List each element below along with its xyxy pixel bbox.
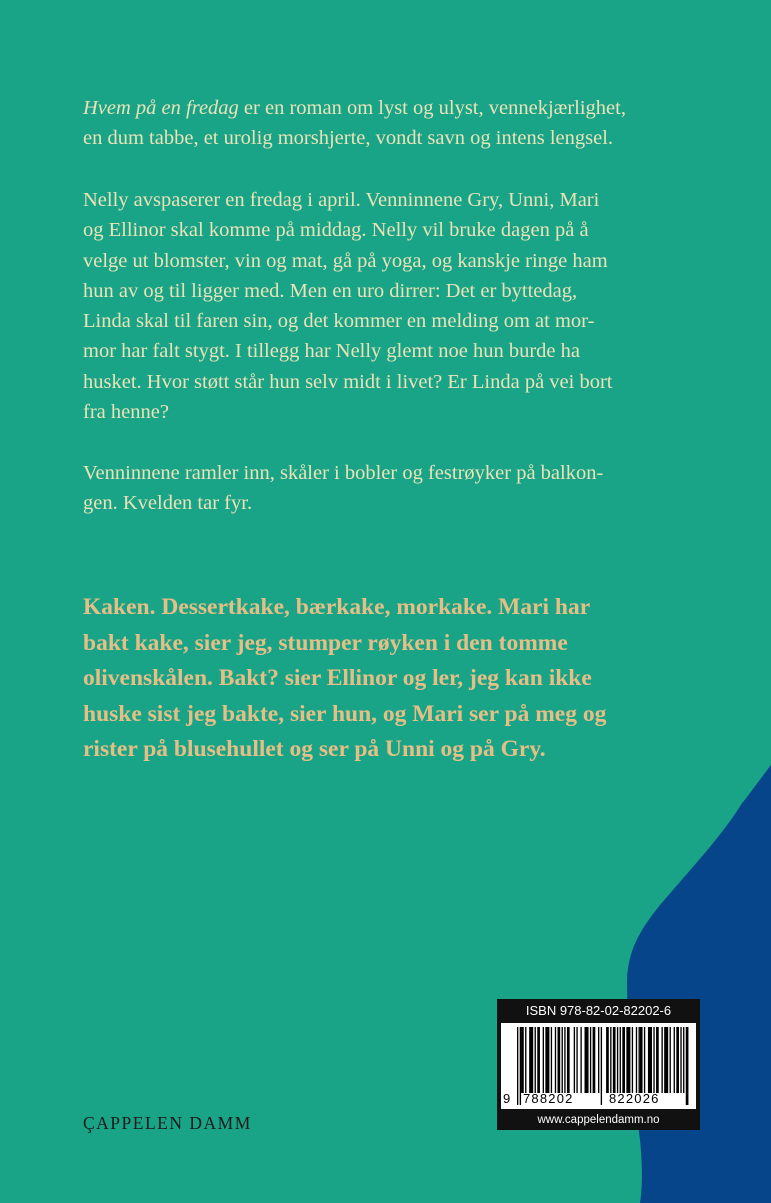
blurb-line: velge ut blomster, vin og mat, gå på yoga, og kanskje ringe ham: [83, 249, 608, 272]
quote-line: olivenskålen. Bakt? sier Ellinor og ler, jeg kan ikke: [83, 665, 592, 691]
barcode-panel: [497, 999, 700, 1130]
barcode-bar: [661, 1027, 662, 1093]
blurb-line: en dum tabbe, et urolig morshjerte, vondt savn og intens lengsel.: [83, 127, 614, 150]
barcode-bar: [632, 1027, 633, 1093]
blurb-line: husket. Hvor støtt står hun selv midt i livet? Er Linda på vei bort: [83, 370, 613, 393]
barcode-bar: [598, 1027, 599, 1093]
barcode-bar: [674, 1027, 675, 1093]
barcode-bar: [648, 1027, 652, 1093]
blurb-paragraph-1: [83, 93, 718, 154]
publisher-url: www.cappelendamm.no: [537, 1114, 660, 1126]
blurb-line: gen. Kvelden tar fyr.: [83, 492, 253, 515]
quote-line: bakt kake, sier jeg, stumper røyken i den tomme: [83, 629, 568, 656]
quote-line: huske sist jeg bakte, sier hun, og Mari ser på meg og: [83, 700, 607, 727]
barcode-bar: [670, 1027, 671, 1093]
barcode-bar: [640, 1027, 643, 1093]
barcode-bar: [676, 1027, 679, 1093]
blurb-line: hun av og til ligger med. Men en uro dirrer: Det er byttedag,: [83, 279, 578, 302]
barcode-area: [501, 1023, 696, 1109]
barcode-bar: [525, 1027, 526, 1093]
barcode-bar: [545, 1027, 549, 1093]
barcode-bar: [620, 1027, 621, 1093]
barcode-bar: [636, 1027, 637, 1093]
barcode-bar: [653, 1027, 654, 1093]
barcode-bar: [617, 1027, 618, 1093]
book-title: Hvem på en fredag: [83, 97, 239, 119]
blurb-line: Nelly avspaserer en fredag i april. Venninnene Gry, Unni, Mari: [83, 189, 600, 211]
barcode-digits-right: 822026: [609, 1091, 660, 1106]
barcode-bar: [664, 1027, 668, 1093]
barcode-bar: [639, 1027, 640, 1093]
barcode-bar: [644, 1027, 645, 1093]
blurb-line: fra henne?: [83, 401, 169, 424]
barcode-bar: [576, 1027, 577, 1093]
blurb-line: Venninnene ramler inn, skåler i bobler og festrøyker på balkon-: [83, 462, 604, 484]
barcode-bar: [551, 1027, 552, 1093]
barcode-bar: [567, 1027, 570, 1093]
barcode-digits: [501, 1089, 696, 1109]
barcode-bar: [593, 1027, 596, 1093]
barcode-bar: [613, 1027, 616, 1093]
blurb-line: Linda skal til faren sin, og det kommer en melding om at mor-: [83, 310, 595, 333]
barcode-bar: [610, 1027, 611, 1093]
isbn-label: ISBN 978-82-02-82202-6: [525, 1003, 672, 1018]
barcode-bar: [680, 1027, 681, 1093]
barcode-bar: [555, 1027, 556, 1093]
blurb-paragraph-2: [83, 185, 718, 427]
barcode-bar: [558, 1027, 561, 1093]
barcode-digit-first: 9: [503, 1091, 512, 1106]
barcode-bar: [543, 1027, 544, 1093]
barcode-bar: [606, 1027, 609, 1093]
quote-line: rister på blusehullet og ser på Unni og på Gry.: [83, 736, 546, 762]
blurb-line: mor har falt stygt. I tillegg har Nelly glemt noe hun burde ha: [83, 340, 580, 363]
barcode-bar: [580, 1027, 581, 1093]
barcode-bar: [535, 1027, 536, 1093]
barcode-bar: [585, 1027, 589, 1093]
barcode-bar: [564, 1027, 565, 1093]
barcode-bar: [656, 1027, 659, 1093]
blurb-line: og Ellinor skal komme på middag. Nelly vil bruke dagen på å: [83, 219, 589, 242]
barcode-bar: [574, 1027, 575, 1093]
blurb-paragraph-3: [83, 458, 718, 519]
barcode-bar: [562, 1027, 563, 1093]
publisher-logo: ÇAPPELEN DAMM: [83, 1113, 252, 1133]
blurb-line: er en roman om lyst og ulyst, vennekjærlighet,: [238, 97, 626, 119]
barcode-bar: [529, 1027, 533, 1093]
barcode-digits-left: 788202: [523, 1091, 574, 1106]
barcode-bar: [521, 1027, 524, 1093]
barcode-bar: [622, 1027, 625, 1093]
barcode-bar: [683, 1027, 684, 1093]
excerpt-quote: [83, 590, 723, 768]
barcode-bar: [590, 1027, 591, 1093]
quote-line: Kaken. Dessertkake, bærkake, morkake. Mari har: [83, 594, 591, 620]
barcode-bar: [626, 1027, 630, 1093]
barcode-bar: [537, 1027, 540, 1093]
